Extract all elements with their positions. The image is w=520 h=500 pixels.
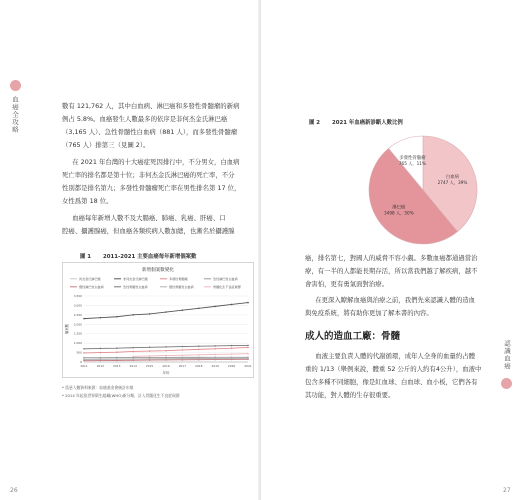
data-point — [165, 350, 167, 352]
left-page — [0, 0, 259, 500]
x-tick-label: 2011 — [80, 364, 88, 368]
data-point — [182, 346, 184, 348]
data-point — [100, 352, 102, 354]
line-chart — [62, 262, 254, 378]
data-point — [247, 353, 249, 355]
data-point — [132, 351, 134, 353]
x-tick-label: 2021 — [244, 364, 252, 368]
data-point — [116, 358, 118, 360]
data-point — [214, 306, 216, 308]
data-point — [100, 357, 102, 359]
y-tick-label: 2,500 — [73, 312, 82, 317]
legend-label: 慢性骨髓性白血病 — [169, 285, 194, 289]
data-point — [198, 345, 200, 347]
data-point — [182, 309, 184, 311]
right-side-title: 認識血癌 — [503, 340, 511, 370]
data-point — [83, 358, 85, 360]
slice-value-label: 3498 人，50% — [384, 210, 414, 216]
data-point — [83, 348, 85, 350]
data-point — [116, 357, 118, 359]
data-point — [165, 358, 167, 360]
text-line: 療，有一半的人都能長期存活，所以當我們越了解疾病，越不 — [305, 267, 478, 275]
y-tick-label: 1,500 — [73, 331, 82, 336]
data-point — [132, 356, 134, 358]
data-point — [132, 358, 134, 360]
data-point — [198, 354, 200, 356]
data-point — [83, 360, 85, 362]
data-point — [132, 360, 134, 362]
figure-1-title: 2011-2021 主要血癌每年新增個案數 — [103, 254, 197, 260]
right-page — [261, 0, 520, 500]
figure-1-caption — [80, 252, 196, 260]
text-line: 其功能，對人體的生存很重要。 — [305, 391, 395, 399]
text-line: 女性爲第 18 位。 — [62, 197, 113, 205]
data-point — [247, 347, 249, 349]
data-point — [149, 355, 151, 357]
data-point — [198, 349, 200, 351]
data-point — [100, 348, 102, 350]
text-line: 血液主要負責人體的代謝循環，成年人全身的血量約占體 — [315, 352, 475, 360]
data-point — [149, 346, 151, 348]
slice-label: 多發性骨髓瘤 — [399, 156, 426, 162]
data-point — [100, 317, 102, 319]
legend-label: 急性骨髓性白血病 — [123, 285, 148, 289]
x-tick-label: 2015 — [145, 364, 154, 368]
text-line: 腔癌、攝護腺癌，但血癌各類疾病人數加總，也漸名於攝護腺 — [62, 227, 235, 235]
data-point — [132, 347, 134, 349]
legend-label: 非何杰金氏淋巴癌 — [123, 277, 148, 281]
data-point — [100, 358, 102, 360]
y-tick-label: 1,000 — [73, 341, 82, 346]
data-point — [132, 314, 134, 316]
figure-2-caption — [309, 118, 403, 126]
text-line: 血癌每年新增人數不及大腸癌、肺癌、乳癌、肝癌、口 — [72, 214, 226, 222]
data-point — [214, 345, 216, 347]
left-paragraph-2 — [62, 156, 252, 208]
data-point — [165, 311, 167, 313]
x-tick-label: 2019 — [211, 364, 219, 368]
left-page-number: 26 — [10, 487, 18, 494]
data-point — [182, 354, 184, 356]
x-tick-label: 2014 — [129, 364, 137, 368]
data-point — [100, 360, 102, 362]
legend-label: 骨髓化生不良症候群 — [213, 285, 241, 289]
data-point — [231, 345, 233, 347]
data-point — [83, 357, 85, 359]
y-tick-label: 2,000 — [73, 322, 82, 327]
data-point — [116, 360, 118, 362]
data-point — [231, 347, 233, 349]
pie-chart — [305, 128, 495, 252]
data-point — [116, 351, 118, 353]
legend-label: 急性淋巴性白血病 — [213, 277, 238, 281]
data-point — [247, 345, 249, 347]
figure-2-number: 圖 2 — [309, 120, 321, 126]
data-point — [182, 349, 184, 351]
text-line: 性別都是排名第九；多發性骨髓瘤死亡率在男性排名第 17 位， — [62, 184, 241, 192]
x-tick-label: 2012 — [96, 364, 105, 368]
data-point — [198, 358, 200, 360]
text-line: 例占 5.8%。血癌發生人數最多的依序是非何杰金氏淋巴癌 — [62, 115, 228, 123]
y-axis-label: 個案數 — [65, 323, 69, 335]
right-paragraph-3 — [305, 350, 501, 402]
text-line: 與免疫系統，將有助你更加了解本書的內容。 — [305, 309, 433, 317]
data-point — [214, 358, 216, 360]
right-paragraph-1 — [305, 252, 501, 291]
x-tick-label: 2020 — [227, 364, 236, 368]
data-point — [231, 358, 233, 360]
data-point — [247, 357, 249, 359]
y-tick-label: 500 — [76, 350, 82, 355]
data-point — [149, 350, 151, 352]
legend-label: 何杰金氏淋巴癌 — [79, 277, 101, 281]
data-point — [214, 354, 216, 356]
data-point — [83, 352, 85, 354]
data-point — [149, 313, 151, 315]
figure-2-title: 2021 年血癌新診斷人數比例 — [332, 120, 403, 126]
text-line: 在更深入瞭解血癌與治療之前，我們先來認識人體的造血 — [315, 296, 475, 304]
figure-1-number: 圖 1 — [80, 254, 92, 260]
y-tick-label: 3,000 — [73, 303, 82, 308]
y-tick-label: 0 — [80, 360, 82, 364]
section-heading: 成人的造血工廠：骨髓 — [305, 331, 401, 342]
data-point — [198, 307, 200, 309]
text-line: 數有 121,762 人，其中白血病、淋巴癌和多發性骨髓瘤的新病 — [62, 102, 240, 110]
data-point — [231, 353, 233, 355]
text-line: 癌，排名第七，對國人的威脅不容小覷。多數血癌都通過當治 — [305, 254, 478, 262]
slice-value-label: 2747 人，39% — [437, 179, 468, 185]
side-marker-dot — [501, 378, 512, 389]
right-page-number: 27 — [503, 487, 511, 494]
slice-label: 淋巴癌 — [392, 205, 406, 211]
y-tick-label: 3,500 — [73, 294, 82, 298]
legend-label: 慢性淋巴性白血病 — [79, 285, 104, 289]
left-paragraph-1 — [62, 100, 252, 152]
x-tick-label: 2018 — [195, 364, 203, 368]
footnote-1: * 爲惡人數資料來源：血癌基金會統計年報 — [62, 385, 134, 390]
text-line: （765 人）排第三（見圖 2）。 — [62, 141, 150, 149]
x-tick-label: 2016 — [162, 364, 170, 368]
footnote-2: * 2014 年起依世界衛生組織(WHO)新分類，計入骨髓化生不良症候群 — [62, 393, 180, 398]
text-line: 死亡率的排名都是第十位；非何杰金氏淋巴癌的死亡率，不分 — [62, 171, 235, 179]
left-paragraph-3 — [62, 212, 252, 238]
data-point — [149, 358, 151, 360]
footnotes — [62, 384, 254, 400]
left-side-title: 血癌全攻略 — [11, 96, 19, 134]
data-point — [83, 318, 85, 320]
data-point — [165, 346, 167, 348]
text-line: 重的 1/13（舉例來說，體重 52 公斤的人約有4公升），血液中 — [305, 365, 482, 373]
slice-value-label: 765 人，11% — [398, 161, 426, 167]
data-point — [231, 304, 233, 306]
text-line: 在 2021 年台灣的十大癌症死因排行中，不分男女，白血病 — [72, 158, 240, 166]
text-line: 會害怕，更有勇氣面對治療。 — [305, 280, 389, 288]
x-tick-label: 2013 — [113, 364, 121, 368]
data-point — [247, 302, 249, 304]
data-point — [182, 358, 184, 360]
side-marker-dot — [10, 80, 21, 91]
data-point — [214, 348, 216, 350]
text-line: 包含多種不同細胞，像是紅血球、白血球、血小板，它們各有 — [305, 378, 478, 386]
x-tick-label: 2017 — [178, 364, 187, 368]
x-axis-label: 年份 — [162, 371, 170, 375]
text-line: （3,165 人）、急性骨髓性白血病（881 人），而多發性骨髓瘤 — [62, 128, 238, 136]
legend-label: 多發性骨髓瘤 — [169, 277, 188, 281]
data-point — [116, 316, 118, 318]
data-point — [165, 355, 167, 357]
data-point — [116, 347, 118, 349]
slice-label: 白血病 — [445, 174, 460, 180]
chart-title: 新增個案數變化 — [141, 268, 175, 273]
right-paragraph-2 — [305, 294, 501, 320]
